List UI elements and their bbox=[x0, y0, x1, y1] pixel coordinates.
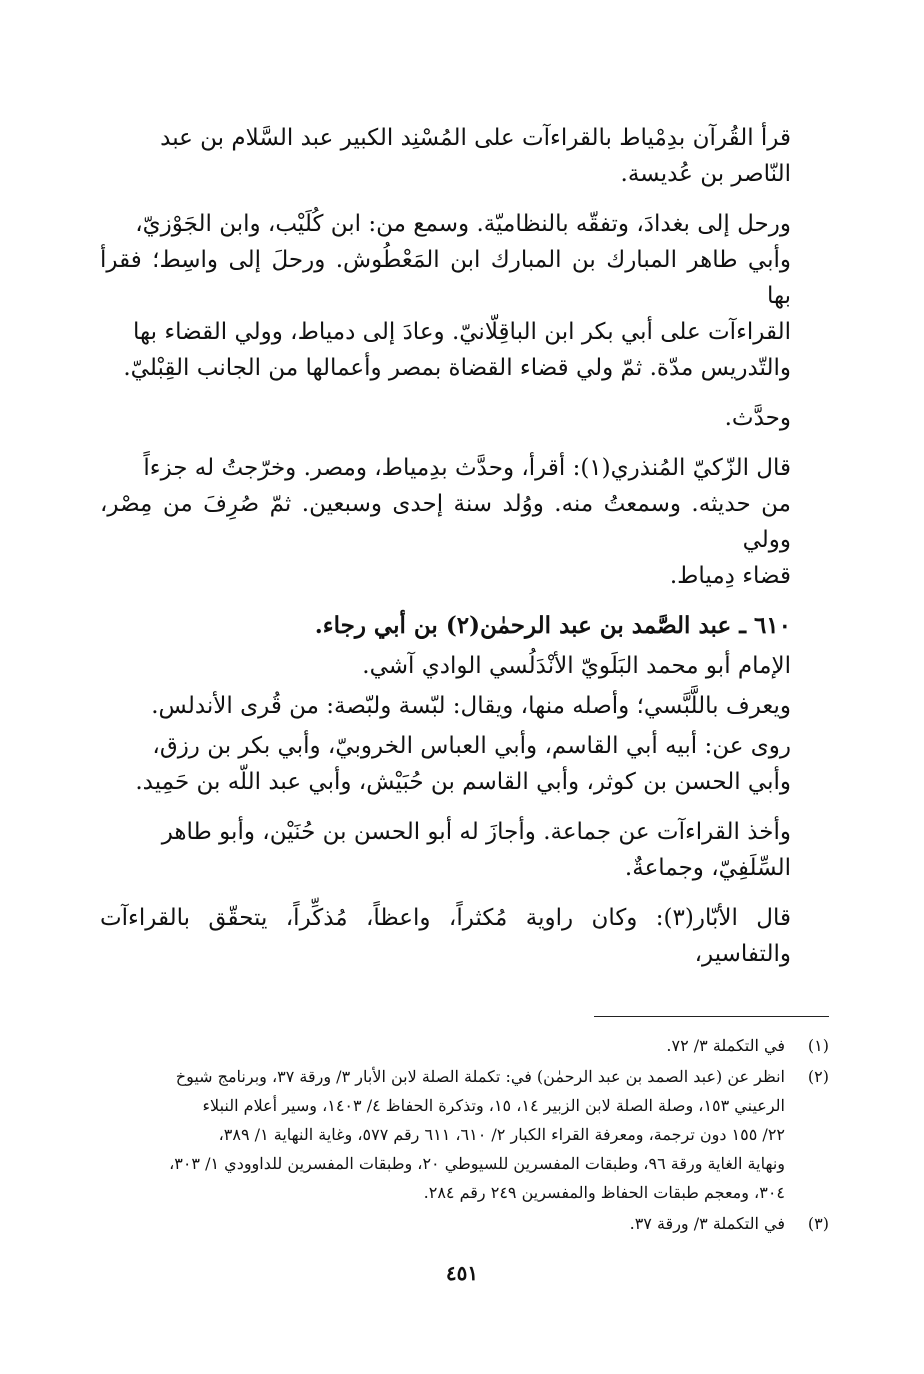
paragraph-recitation: قرأ القُرآن بدِمْياط بالقراءآت على المُسْنِد الكبير عبد السَّلام بن عبد النّاصر بن عُديسة. bbox=[160, 125, 791, 187]
footnote-text: في التكملة ٣/ ٧٢. bbox=[666, 1036, 785, 1055]
page-number: ٤٥١ bbox=[445, 1261, 479, 1285]
paragraph-narrated-from: روى عن: أبيه أبي القاسم، وأبي العباس الخروبيّ، وأبي بكر بن رزق، وأبي الحسن بن كوثر، وأبي القاسم بن حُبَيْش، وأبي عبد اللّه بن حَمِيد. bbox=[135, 733, 791, 795]
footnote-number: (٢) bbox=[807, 1067, 829, 1086]
page-body bbox=[100, 120, 829, 1280]
paragraph-nisba: الإمام أبو محمد البَلَويّ الأنْدَلُسي الوادي آشي. bbox=[362, 653, 791, 679]
entry-heading: ٦١٠ ـ عبد الصَّمد بن عبد الرحمٰن(٢) بن أبي رجاء. bbox=[314, 612, 791, 639]
footnote-text: انظر عن (عبد الصمد بن عبد الرحمٰن) في: تكملة الصلة لابن الأبار ٣/ ورقة ٣٧، وبرنامج شيوخ الرعيني ١٥٣، وصلة الصلة لابن الزبير ١٤، ١٥، وتذكرة الحفاظ ٤/ ١٤٠٣، وسير أعلام النبلاء ٢٢/ ١٥٥ دون ترجمة، ومعرفة القراء الكبار ٢/ ٦١٠، ٦١١ رقم ٥٧٧، وغاية النهاية ١/ ٣٨٩، ونهاية الغاية ورقة ٩٦، وطبقات المفسرين للسيوطي ٢٠، وطبقات المفسرين للداوودي ١/ ٣٠٣، ٣٠٤، ومعجم طبقات الحفاظ والمفسرين ٢٤٩ رقم ٢٨٤. bbox=[169, 1067, 785, 1202]
footnote-text: في التكملة ٣/ ورقة ٣٧. bbox=[629, 1214, 785, 1233]
footnote-3 bbox=[100, 1209, 829, 1238]
footnote-divider bbox=[594, 1016, 829, 1017]
footnote-2 bbox=[100, 1062, 829, 1207]
footnotes bbox=[100, 1031, 829, 1238]
footnote-number: (٣) bbox=[807, 1214, 829, 1233]
paragraph-qiraat: وأخذ القراءآت عن جماعة. وأجازَ له أبو الحسن بن حُنَيْن، وأبو طاهر السِّلَفِيّ، وجماعةٌ. bbox=[161, 819, 791, 881]
footnote-1 bbox=[100, 1031, 829, 1060]
paragraph-mundhiri-quote: قال الزّكيّ المُنذري(١): أقرأ، وحدَّث بدِمياط، ومصر. وخرّجتُ له جزءاً من حديثه. وسمعتُ منه. ووُلد سنة إحدى وسبعين. ثمّ صُرِفَ من مِصْر، وولي قضاء دِمياط. bbox=[100, 455, 791, 589]
paragraph-known-as: ويعرف باللَّبَّسي؛ وأصله منها، ويقال: لبّسة ولبّصة: من قُرى الأندلس. bbox=[151, 693, 791, 719]
paragraph-narrated: وحدَّث. bbox=[724, 405, 791, 431]
paragraph-abbar-quote: قال الأبّار(٣): وكان راوية مُكثراً، واعظاً، مُذكِّراً، يتحقّق بالقراءآت والتفاسير، bbox=[100, 905, 791, 967]
footnote-number: (١) bbox=[807, 1036, 829, 1055]
paragraph-travel: ورحل إلى بغدادَ، وتفقّه بالنظاميّة. وسمع من: ابن كُلَيْب، وابن الجَوْزيّ، وأبي طاهر المبارك بن المبارك ابن المَعْطُوش. ورحلَ إلى واسِط؛ فقرأ بها القراءآت على أبي بكر ابن الباقِلّانيّ. وعادَ إلى دمياط، وولي القضاء بها والتّدريس مدّة. ثمّ ولي قضاء القضاة بمصر وأعمالها من الجانب القِبْليّ. bbox=[100, 211, 791, 381]
